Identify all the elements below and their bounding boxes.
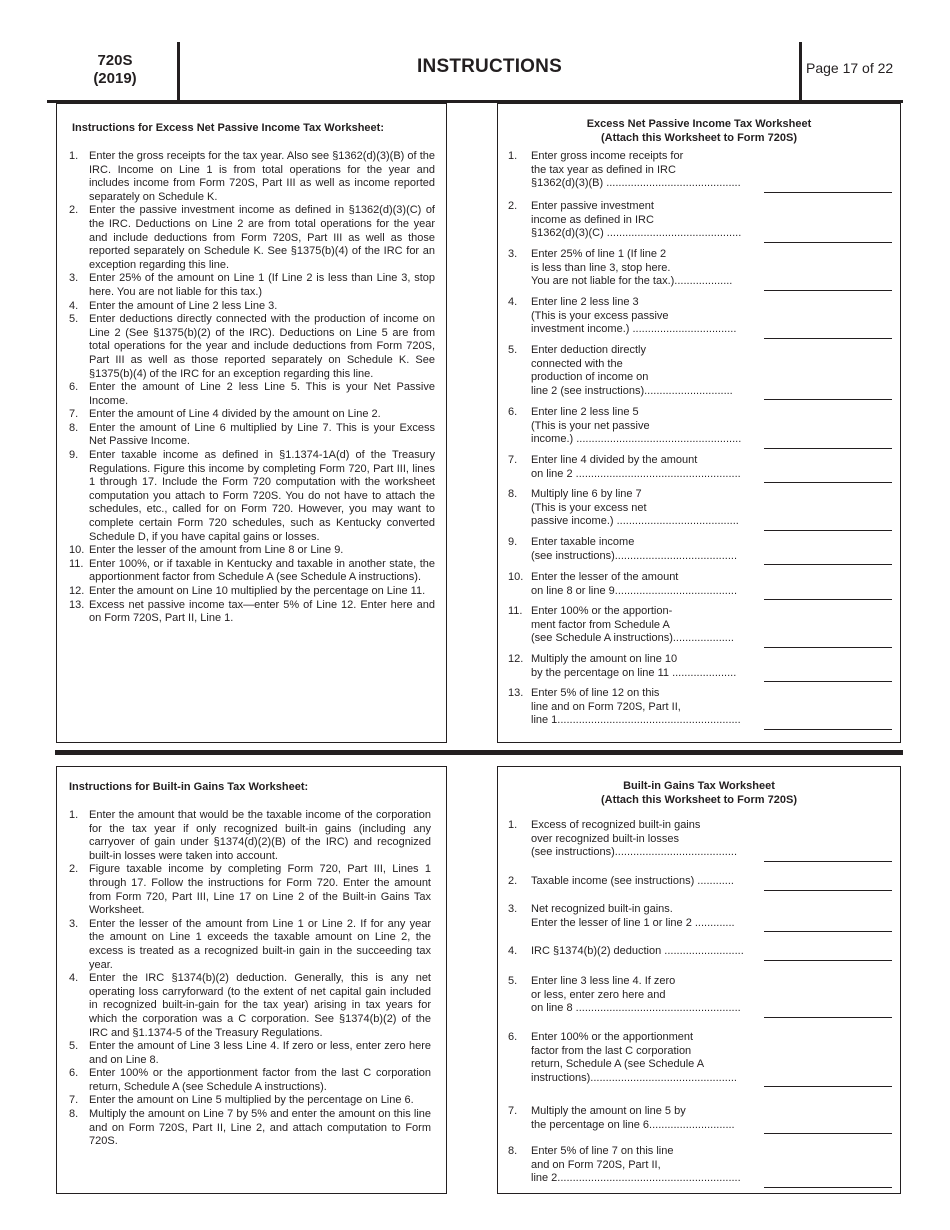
- instruction-item: [69, 449, 435, 544]
- worksheet-line-label: Multiply the amount on line 10 by the percentage on line 11 .....................: [531, 653, 737, 679]
- passive-instructions-list: [69, 150, 435, 626]
- instruction-number: 10.: [69, 544, 85, 557]
- worksheet-line-number: 3.: [508, 903, 518, 915]
- worksheet-line-label: Enter line 2 less line 5 (This is your net passive income.) ......................................................: [531, 406, 742, 446]
- worksheet-line-number: 2.: [508, 875, 518, 887]
- instruction-number: 9.: [69, 449, 79, 462]
- worksheet-line-label: Enter 100% or the apportion- ment factor from Schedule A (see Schedule A instructions)....................: [531, 605, 734, 645]
- worksheet-entry-field[interactable]: [764, 290, 892, 291]
- instruction-text: Multiply the amount on Line 7 by 5% and enter the amount on this line and on Form 720S, Part II, Line 2, and attach computation to Form 720S.: [89, 1108, 431, 1148]
- instruction-number: 6.: [69, 381, 79, 394]
- instruction-item: [69, 381, 435, 408]
- worksheet-entry-field[interactable]: [764, 599, 892, 600]
- worksheet-line: [498, 200, 898, 241]
- builtin-worksheet-box: [497, 766, 901, 1194]
- instruction-text: Enter the passive investment income as defined in §1362(d)(3)(C) of the IRC. Deductions on Line 2 are from total operations for the year and include deductions from Form 720S, Part III as well as those reported separately on Schedule K. See §1375(b)(4) of the IRC for an exception regarding this line.: [89, 204, 435, 271]
- instruction-item: [69, 408, 435, 422]
- worksheet-entry-field[interactable]: [764, 1017, 892, 1018]
- instruction-number: 1.: [69, 150, 79, 162]
- worksheet-line: [498, 1145, 898, 1186]
- worksheet-line: [498, 653, 898, 680]
- worksheet-line: [498, 150, 898, 191]
- worksheet-entry-field[interactable]: [764, 861, 892, 862]
- instruction-text: Figure taxable income by completing Form 720, Part III, Lines 1 through 17. Follow the instructions for Form 720. Enter the amount from Form 720, Part III, Line 17 on Line 2 of the Built-in Gains Tax Worksheet.: [89, 863, 431, 917]
- worksheet-entry-field[interactable]: [764, 1133, 892, 1134]
- worksheet-entry-field[interactable]: [764, 338, 892, 339]
- passive-instructions-box: [56, 103, 447, 743]
- builtin-worksheet-heading: [498, 779, 900, 807]
- worksheet-line: [498, 903, 898, 930]
- builtin-instructions-title: Instructions for Built-in Gains Tax Worksheet:: [69, 781, 309, 793]
- worksheet-line-label: Enter 5% of line 7 on this line and on Form 720S, Part II, line 2............................................................: [531, 1145, 741, 1185]
- instruction-item: [69, 918, 431, 972]
- worksheet-line-number: 12.: [508, 653, 524, 665]
- instruction-item: [69, 300, 435, 314]
- instruction-number: 7.: [69, 408, 79, 421]
- worksheet-entry-field[interactable]: [764, 192, 892, 193]
- builtin-instructions-box: [56, 766, 447, 1194]
- instruction-text: Excess net passive income tax—enter 5% of Line 12. Enter here and on Form 720S, Part II, Line 1.: [89, 598, 435, 625]
- instruction-item: [69, 204, 435, 272]
- worksheet-line: [498, 875, 898, 889]
- instruction-text: Enter the amount of Line 4 divided by the amount on Line 2.: [89, 408, 381, 421]
- instruction-number: 8.: [69, 421, 79, 434]
- instruction-item: [69, 1040, 431, 1067]
- passive-worksheet-subtitle: (Attach this Worksheet to Form 720S): [601, 132, 797, 144]
- instruction-number: 6.: [69, 1067, 79, 1080]
- worksheet-line: [498, 1105, 898, 1132]
- worksheet-line: [498, 406, 898, 447]
- instruction-number: 4.: [69, 299, 79, 312]
- instruction-item: [69, 272, 435, 299]
- instruction-item: [69, 544, 435, 558]
- instruction-text: Enter the amount on Line 10 multiplied by the percentage on Line 11.: [89, 585, 426, 597]
- worksheet-line-number: 5.: [508, 344, 518, 356]
- instruction-text: Enter the amount of Line 2 less Line 3.: [89, 299, 278, 312]
- worksheet-line-label: Enter 25% of line 1 (If line 2 is less than line 3, stop here. You are not liable for the tax.)...................: [531, 248, 733, 288]
- worksheet-entry-field[interactable]: [764, 1086, 892, 1087]
- worksheet-line-label: Enter 5% of line 12 on this line and on Form 720S, Part II, line 1............................................................: [531, 687, 741, 727]
- instruction-text: Enter the IRC §1374(b)(2) deduction. Generally, this is any net operating loss carryforward (to the extent of net capital gain included in recognized built-in-gain for the tax year) arising in tax years for which the corporation was a C corporation. See §1374(b)(2) of the IRC and §1.1374-5 of the Treasury Regulations.: [89, 972, 431, 1039]
- instruction-number: 8.: [69, 1108, 79, 1121]
- instruction-text: Enter the gross receipts for the tax year. Also see §1362(d)(3)(B) of the IRC. Income on Line 1 is from total operations for the year and includes income from Form 720S, Part III as well as income reported separately on Schedule K.: [89, 150, 435, 203]
- instruction-text: Enter the amount that would be the taxable income of the corporation for the tax year if only recognized built-in gains (including any carryover of gain under §1374(d)(2)(B) of the IRC) and recognized built-in losses were taken into account.: [89, 809, 431, 862]
- worksheet-line-number: 2.: [508, 200, 518, 212]
- worksheet-line-label: IRC §1374(b)(2) deduction ..........................: [531, 945, 744, 957]
- instruction-item: [69, 809, 431, 863]
- page-title: INSTRUCTIONS: [417, 56, 562, 77]
- instruction-number: 4.: [69, 972, 79, 985]
- worksheet-line-number: 8.: [508, 488, 518, 500]
- instruction-number: 3.: [69, 272, 79, 285]
- worksheet-line: [498, 945, 898, 959]
- instruction-number: 12.: [69, 585, 85, 597]
- instruction-text: Enter the lesser of the amount from Line 8 or Line 9.: [89, 544, 344, 557]
- worksheet-line: [498, 488, 898, 529]
- instruction-number: 2.: [69, 204, 79, 217]
- worksheet-entry-field[interactable]: [764, 931, 892, 932]
- instruction-item: [69, 422, 435, 449]
- builtin-instructions-list: [69, 809, 431, 1149]
- worksheet-line-number: 10.: [508, 571, 524, 583]
- instruction-text: Enter the amount of Line 3 less Line 4. If zero or less, enter zero here and on Line 8.: [89, 1040, 431, 1066]
- worksheet-line-label: Enter 100% or the apportionment factor from the last C corporation return, Schedule A (see Schedule A instructions)................................................: [531, 1031, 737, 1084]
- instruction-text: Enter the lesser of the amount from Line 1 or Line 2. If for any year the amount on Line 1 exceeds the taxable amount on Line 2, the excess is treated as a recognized built-in gain in the succeeding tax year.: [89, 917, 431, 971]
- worksheet-entry-field[interactable]: [764, 729, 892, 730]
- worksheet-line-label: Enter line 4 divided by the amount on line 2 ......................................................: [531, 454, 741, 480]
- instruction-number: 7.: [69, 1094, 79, 1107]
- worksheet-line-label: Enter line 3 less line 4. If zero or less, enter zero here and on line 8 ......................................................: [531, 975, 741, 1015]
- worksheet-line-number: 4.: [508, 945, 518, 957]
- worksheet-line-number: 7.: [508, 1105, 518, 1117]
- instruction-item: [69, 863, 431, 917]
- worksheet-line: [498, 1031, 898, 1085]
- passive-worksheet-box: [497, 103, 901, 743]
- worksheet-line: [498, 605, 898, 646]
- worksheet-line-label: Multiply the amount on line 5 by the percentage on line 6............................: [531, 1105, 735, 1131]
- instruction-number: 11.: [69, 557, 84, 570]
- worksheet-entry-field[interactable]: [764, 960, 892, 961]
- worksheet-line: [498, 975, 898, 1016]
- section-divider: [55, 750, 903, 755]
- worksheet-line: [498, 571, 898, 598]
- instruction-item: [69, 558, 435, 585]
- passive-worksheet-title: Excess Net Passive Income Tax Worksheet: [586, 118, 812, 130]
- instruction-number: 2.: [69, 863, 79, 876]
- worksheet-entry-field[interactable]: [764, 399, 892, 400]
- instruction-text: Enter the amount of Line 2 less Line 5. This is your Net Passive Income.: [89, 381, 435, 407]
- instruction-text: Enter 25% of the amount on Line 1 (If Line 2 is less than Line 3, stop here. You are not liable for this tax.): [89, 272, 435, 298]
- instruction-text: Enter 100% or the apportionment factor from the last C corporation return, Schedule A (see Schedule A instructions).: [89, 1067, 431, 1093]
- worksheet-line-number: 13.: [508, 687, 524, 699]
- worksheet-line-number: 6.: [508, 406, 518, 418]
- worksheet-entry-field[interactable]: [764, 681, 892, 682]
- worksheet-line: [498, 454, 898, 481]
- worksheet-line: [498, 536, 898, 563]
- instruction-text: Enter taxable income as defined in §1.1374-1A(d) of the Treasury Regulations. Figure this income by completing Form 720, Part III, lines 1 through 17. Include the Form 720 computation with the worksheet computation you attach to Form 720S. You do not have to attach the schedules, etc., called for on Form 720. However, you may want to complete certain Form 720 schedules, such as Kentucky converted Schedule D, if you have capital gains or losses.: [89, 449, 435, 543]
- instruction-number: 13.: [69, 598, 85, 611]
- worksheet-line-label: Multiply line 6 by line 7 (This is your excess net passive income.) ........................................: [531, 488, 739, 528]
- worksheet-line-label: Enter deduction directly connected with the production of income on line 2 (see instructions).............................: [531, 344, 733, 397]
- worksheet-line-label: Net recognized built-in gains. Enter the lesser of line 1 or line 2 .............: [531, 903, 735, 929]
- worksheet-line-number: 1.: [508, 819, 518, 831]
- worksheet-entry-field[interactable]: [764, 890, 892, 891]
- header-divider-right: [799, 42, 802, 102]
- form-number: 720S: [97, 52, 133, 69]
- instruction-item: [69, 1108, 431, 1149]
- worksheet-entry-field[interactable]: [764, 647, 892, 648]
- instruction-item: [69, 150, 435, 204]
- worksheet-line-number: 9.: [508, 536, 518, 548]
- instruction-text: Enter the amount on Line 5 multiplied by the percentage on Line 6.: [89, 1094, 414, 1107]
- instruction-number: 5.: [69, 313, 79, 326]
- worksheet-entry-field[interactable]: [764, 564, 892, 565]
- builtin-worksheet-title: Built-in Gains Tax Worksheet: [623, 780, 775, 792]
- worksheet-line-label: Excess of recognized built-in gains over recognized built-in losses (see instructions)........................................: [531, 819, 737, 859]
- worksheet-line-number: 3.: [508, 248, 518, 260]
- instruction-number: 5.: [69, 1040, 79, 1053]
- page-number: Page 17 of 22: [806, 60, 894, 76]
- passive-instructions-title: Instructions for Excess Net Passive Income Tax Worksheet:: [72, 122, 384, 134]
- worksheet-entry-field[interactable]: [764, 448, 892, 449]
- worksheet-entry-field[interactable]: [764, 482, 892, 483]
- worksheet-line: [498, 248, 898, 289]
- worksheet-line-label: Enter line 2 less line 3 (This is your excess passive investment income.) ..................................: [531, 296, 737, 336]
- worksheet-line-number: 7.: [508, 454, 518, 466]
- worksheet-line-label: Enter the lesser of the amount on line 8 or line 9........................................: [531, 571, 738, 597]
- worksheet-line-number: 6.: [508, 1031, 518, 1043]
- instruction-item: [69, 972, 431, 1040]
- worksheet-line: [498, 687, 898, 728]
- form-year: (2019): [93, 70, 137, 87]
- worksheet-line: [498, 819, 898, 860]
- worksheet-line-label: Taxable income (see instructions) ............: [531, 875, 734, 887]
- worksheet-line: [498, 296, 898, 337]
- instruction-number: 3.: [69, 917, 79, 930]
- instruction-item: [69, 1094, 431, 1108]
- instruction-text: Enter 100%, or if taxable in Kentucky and taxable in another state, the apportionment factor from Schedule A (see Schedule A instructions).: [89, 557, 435, 584]
- worksheet-line-label: Enter taxable income (see instructions)........................................: [531, 536, 737, 562]
- worksheet-line-label: Enter gross income receipts for the tax year as defined in IRC §1362(d)(3)(B) ............................................: [531, 150, 741, 190]
- instruction-number: 1.: [69, 809, 79, 821]
- instruction-item: [69, 585, 435, 599]
- instruction-item: [69, 599, 435, 626]
- worksheet-entry-field[interactable]: [764, 242, 892, 243]
- instruction-text: Enter the amount of Line 6 multiplied by Line 7. This is your Excess Net Passive Income.: [89, 421, 435, 448]
- worksheet-line-number: 1.: [508, 150, 518, 162]
- form-id: [60, 52, 170, 88]
- worksheet-line-label: Enter passive investment income as defined in IRC §1362(d)(3)(C) ............................................: [531, 200, 742, 240]
- worksheet-line-number: 11.: [508, 605, 523, 617]
- worksheet-entry-field[interactable]: [764, 530, 892, 531]
- worksheet-line-number: 5.: [508, 975, 518, 987]
- worksheet-line-number: 4.: [508, 296, 518, 308]
- instruction-text: Enter deductions directly connected with the production of income on Line 2 (See §1375(b)(2) of the IRC). Deductions on Line 5 are from total operations for the year and include deductions from Form 720S, Part III as well as those reported separately on Schedule K. See §1375(b)(4) of the IRC for an exception regarding this line.: [89, 313, 435, 380]
- worksheet-entry-field[interactable]: [764, 1187, 892, 1188]
- instruction-item: [69, 1067, 431, 1094]
- instruction-item: [69, 313, 435, 381]
- worksheet-line: [498, 344, 898, 398]
- builtin-worksheet-subtitle: (Attach this Worksheet to Form 720S): [601, 794, 797, 806]
- worksheet-line-number: 8.: [508, 1145, 518, 1157]
- passive-worksheet-heading: [498, 117, 900, 145]
